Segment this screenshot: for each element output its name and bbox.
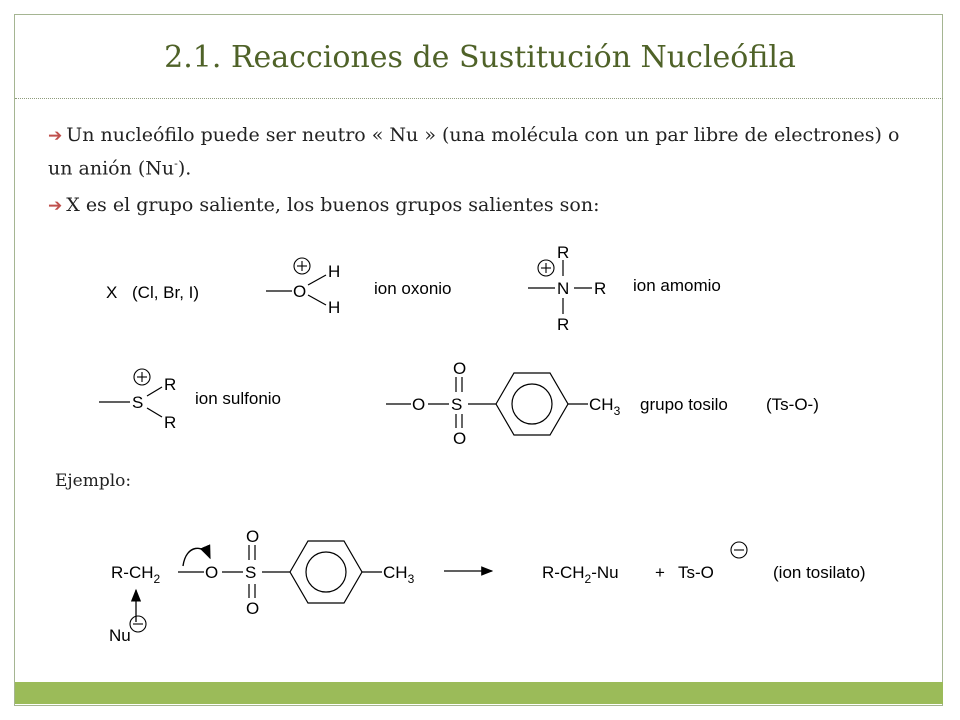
positive-charge-icon	[538, 260, 554, 276]
tosyl-o-bottom: O	[453, 429, 467, 448]
bullet-1-text: Un nucleófilo puede ser neutro « Nu » (una molécula con un par libre de electrones) o un anión (Nu	[48, 124, 900, 180]
product-label: (ion tosilato)	[773, 563, 866, 582]
example-o: O	[205, 563, 219, 582]
sulfonium-structure	[99, 369, 281, 432]
negative-charge-icon	[731, 542, 747, 558]
halide-x: X	[106, 283, 118, 302]
product-tso: Ts-O	[678, 563, 714, 582]
benzene-ring-icon	[496, 373, 568, 435]
arrow-bullet-icon: ➔	[48, 126, 63, 146]
product-plus: +	[655, 563, 665, 582]
bullet-1-tail: ).	[177, 157, 192, 180]
halide-group	[106, 283, 199, 302]
tosyl-o-top: O	[453, 359, 467, 378]
oxonium-label: ion oxonio	[374, 279, 452, 298]
oxonium-h2: H	[328, 298, 341, 317]
product-rch2nu: $R-CH_2-Nu$	[542, 563, 619, 586]
oxonium-structure	[266, 258, 452, 317]
oxonium-o: O	[293, 282, 307, 301]
ammonium-structure	[528, 243, 721, 334]
bullet-2-text: X es el grupo saliente, los buenos grupos salientes son:	[66, 194, 600, 216]
slide-title: 2.1. Reacciones de Sustitución Nucleófila	[164, 40, 796, 75]
ammonium-r-right: R	[594, 279, 607, 298]
positive-charge-icon	[294, 258, 310, 274]
sulfonium-s: S	[132, 393, 144, 412]
sulfonium-r1: R	[164, 375, 177, 394]
bullet-1-sup: -	[174, 157, 178, 170]
tosyl-label: grupo tosilo	[640, 395, 728, 414]
positive-charge-icon	[134, 369, 150, 385]
sulfonium-r2: R	[164, 413, 177, 432]
example-reaction	[109, 527, 866, 645]
ammonium-label: ion amomio	[633, 276, 721, 295]
tosyl-abbr: (Ts-O-)	[766, 395, 819, 414]
example-rch2: $R-CH_2$	[111, 563, 161, 586]
example-ch3: $CH_3$	[383, 563, 415, 586]
tosyl-s: S	[451, 395, 463, 414]
tosyl-ch: $CH_3$	[589, 395, 621, 418]
negative-charge-icon	[130, 616, 146, 632]
ammonium-r-bottom: R	[557, 315, 570, 334]
oxonium-h1: H	[328, 262, 341, 281]
sulfonium-label: ion sulfonio	[195, 389, 282, 408]
example-o-top: O	[246, 527, 260, 546]
example-nu: Nu	[109, 626, 131, 645]
example-s: S	[245, 563, 257, 582]
halide-list: (Cl, Br, I)	[132, 283, 200, 302]
arrow-bullet-icon: ➔	[48, 196, 63, 216]
bottom-accent-bar	[15, 682, 943, 704]
tosyl-o: O	[412, 395, 426, 414]
ammonium-r-top: R	[557, 243, 570, 262]
benzene-ring-icon	[290, 541, 362, 603]
ammonium-n: N	[557, 279, 570, 298]
example-o-bottom: O	[246, 599, 260, 618]
ejemplo-label: Ejemplo:	[55, 471, 132, 491]
tosyl-structure	[386, 359, 819, 448]
